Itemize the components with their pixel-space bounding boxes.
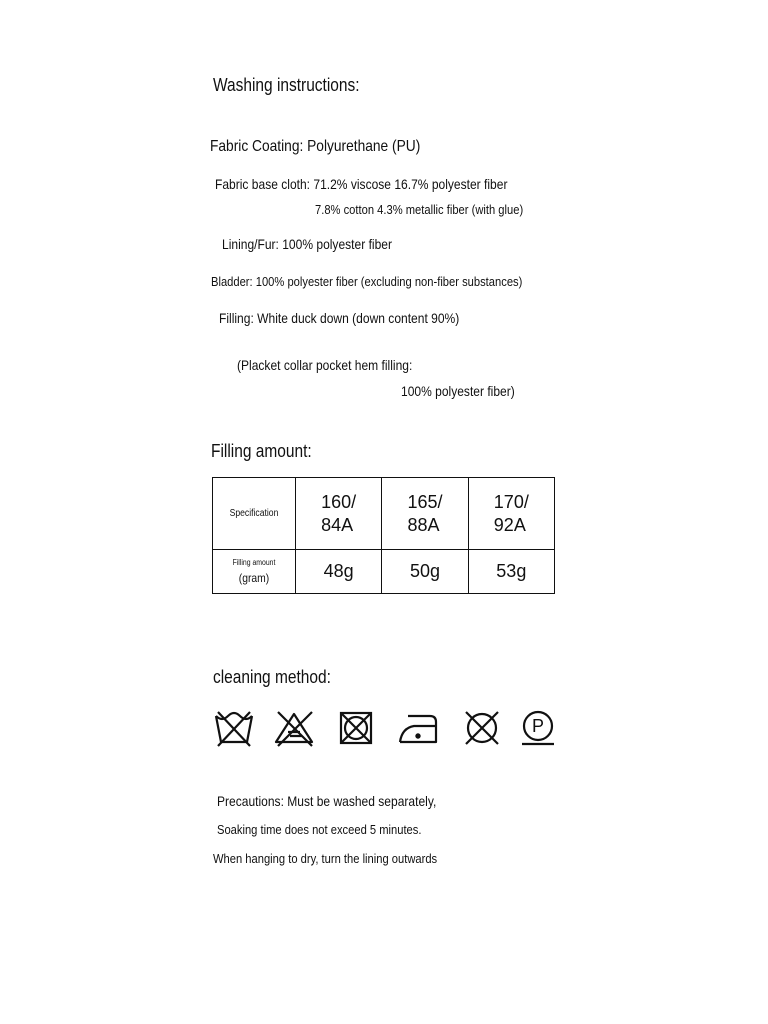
amount-unit: (gram)	[238, 571, 270, 586]
size-bottom: 88A	[407, 514, 440, 535]
size-cell	[382, 478, 468, 550]
amount-cell	[468, 550, 554, 594]
filling-text: Filling: White duck down (down content 90%)	[219, 310, 460, 326]
do-not-dry-clean-icon	[460, 708, 504, 748]
spec-label: Specification	[229, 508, 279, 520]
cleaning-method-heading: cleaning method:	[213, 667, 331, 687]
table-row	[213, 478, 555, 550]
washing-instructions-heading: Washing instructions:	[213, 75, 360, 95]
amount-label-cell	[213, 550, 296, 594]
size-top: 160/	[321, 492, 357, 513]
filling-amount-heading: Filling amount:	[211, 441, 312, 461]
size-bottom: 92A	[493, 514, 526, 535]
professional-dry-clean-p-icon	[518, 708, 562, 748]
lining-text: Lining/Fur: 100% polyester fiber	[222, 236, 392, 252]
bladder-text: Bladder: 100% polyester fiber (excluding non-fiber substances)	[211, 274, 523, 289]
do-not-tumble-dry-icon	[334, 708, 378, 748]
placket-line2: 100% polyester fiber)	[401, 383, 515, 399]
do-not-wash-icon	[212, 708, 256, 748]
care-p-letter: P	[531, 716, 545, 736]
fabric-coating-text: Fabric Coating: Polyurethane (PU)	[210, 138, 421, 155]
amount-value: 50g	[409, 561, 441, 582]
do-not-bleach-icon	[272, 708, 316, 748]
size-bottom: 84A	[321, 514, 354, 535]
amount-value: 53g	[496, 561, 527, 582]
base-cloth-line1: Fabric base cloth: 71.2% viscose 16.7% polyester fiber	[215, 176, 508, 192]
amount-label: Filling amount	[232, 558, 276, 568]
base-cloth-line2: 7.8% cotton 4.3% metallic fiber (with glue)	[315, 202, 524, 217]
size-cell	[296, 478, 382, 550]
iron-icon	[394, 708, 442, 748]
size-cell	[468, 478, 554, 550]
precautions-line3: When hanging to dry, turn the lining outwards	[213, 851, 438, 866]
care-symbols	[212, 708, 562, 750]
precautions-line2: Soaking time does not exceed 5 minutes.	[217, 822, 422, 837]
amount-value: 48g	[323, 561, 354, 582]
amount-cell	[296, 550, 382, 594]
amount-cell	[382, 550, 468, 594]
filling-amount-table	[212, 477, 555, 594]
table-row	[213, 550, 555, 594]
size-top: 170/	[493, 492, 529, 513]
size-top: 165/	[407, 492, 443, 513]
precautions-line1: Precautions: Must be washed separately,	[217, 793, 437, 809]
placket-line1: (Placket collar pocket hem filling:	[237, 357, 413, 373]
spec-label-cell	[213, 478, 296, 550]
